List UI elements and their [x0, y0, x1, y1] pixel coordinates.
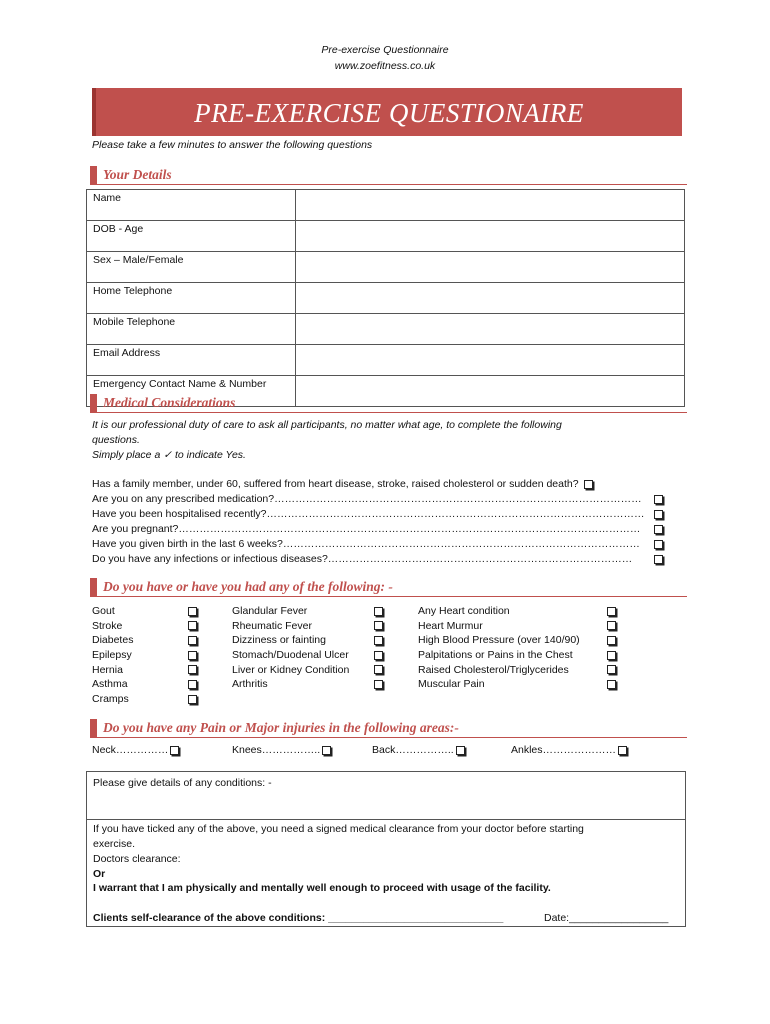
pain-area-label: Ankles………………… [511, 744, 617, 756]
or-label: Or [93, 868, 106, 880]
conditions-column-3 [418, 604, 580, 692]
condition-checkbox[interactable] [188, 695, 197, 704]
condition-checkbox[interactable] [188, 680, 197, 689]
condition-label: Asthma [92, 678, 128, 691]
question-row [92, 478, 593, 490]
date-field[interactable]: Date:_________________ [544, 912, 669, 924]
section-conditions [90, 578, 687, 597]
table-row [87, 345, 685, 376]
clearance-text: If you have ticked any of the above, you need a signed medical clearance from your doctor before starting [93, 823, 584, 835]
table-row [87, 283, 685, 314]
condition-label: Gout [92, 605, 115, 617]
question-row [92, 508, 662, 520]
condition-checkbox[interactable] [188, 665, 197, 674]
condition-label: Hernia [92, 663, 123, 676]
condition-checkbox[interactable] [188, 651, 197, 660]
home-telephone-field[interactable] [296, 283, 685, 314]
condition-label: Rheumatic Fever [232, 619, 312, 632]
field-label: Name [87, 190, 296, 221]
field-label: Emergency Contact Name & Number [87, 376, 296, 407]
conditions-checkboxes-2 [372, 604, 383, 692]
question-text: Do you have any infections or infectious diseases?…………………………………………………………………………… [92, 553, 633, 565]
condition-label: Liver or Kidney Condition [232, 663, 350, 676]
table-row [87, 314, 685, 345]
box-divider [87, 819, 685, 820]
question-checkbox[interactable] [654, 525, 663, 534]
conditions-column-1 [92, 604, 133, 707]
question-row [92, 523, 662, 535]
sex-field[interactable] [296, 252, 685, 283]
name-field[interactable] [296, 190, 685, 221]
question-checkbox[interactable] [584, 480, 593, 489]
condition-label: Arthritis [232, 678, 268, 691]
condition-checkbox[interactable] [374, 665, 383, 674]
condition-checkbox[interactable] [374, 607, 383, 616]
condition-label: Glandular Fever [232, 605, 308, 617]
dob-age-field[interactable] [296, 221, 685, 252]
question-checkbox[interactable] [654, 555, 663, 564]
condition-label: Dizziness or fainting [232, 634, 326, 647]
section-heading: Your Details [103, 167, 172, 182]
medical-note: questions. [92, 434, 140, 446]
question-checkbox[interactable] [654, 495, 663, 504]
condition-label: Any Heart condition [418, 605, 510, 617]
condition-label: Epilepsy [92, 649, 132, 662]
header-line-1: Pre-exercise Questionnaire [321, 44, 449, 56]
condition-checkbox[interactable] [374, 621, 383, 630]
question-text: Have you given birth in the last 6 weeks?………………………………………………………………………………………… [92, 538, 640, 550]
title-banner [92, 88, 682, 136]
condition-label: Cramps [92, 693, 129, 706]
medical-instruction [92, 449, 246, 461]
header-website: www.zoefitness.co.uk [334, 60, 436, 72]
condition-checkbox[interactable] [374, 651, 383, 660]
pain-area-ankles [511, 744, 627, 756]
question-checkbox[interactable] [654, 510, 663, 519]
field-label: Sex – Male/Female [87, 252, 296, 283]
warrant-statement: I warrant that I am physically and mentally well enough to proceed with usage of the facility. [93, 882, 551, 894]
pain-checkbox[interactable] [618, 746, 627, 755]
condition-label: Palpitations or Pains in the Chest [418, 649, 573, 662]
table-row [87, 190, 685, 221]
condition-label: Stroke [92, 619, 123, 632]
table-row [87, 221, 685, 252]
field-label: DOB - Age [87, 221, 296, 252]
condition-checkbox[interactable] [374, 636, 383, 645]
email-field[interactable] [296, 345, 685, 376]
field-label: Mobile Telephone [87, 314, 296, 345]
question-row [92, 538, 662, 550]
section-pain [90, 719, 687, 738]
condition-checkbox[interactable] [607, 680, 616, 689]
mobile-telephone-field[interactable] [296, 314, 685, 345]
tick-icon: ✓ [163, 449, 173, 461]
question-row [92, 493, 662, 505]
condition-checkbox[interactable] [188, 607, 197, 616]
section-heading: Medical Considerations [103, 395, 236, 410]
condition-checkbox[interactable] [188, 621, 197, 630]
pain-area-label: Neck…………… [92, 744, 169, 756]
clearance-box [86, 771, 686, 927]
self-clearance-signature[interactable]: Clients self-clearance of the above conditions: ______________________________ [93, 912, 504, 924]
conditions-column-2 [232, 604, 349, 692]
pain-area-knees [232, 744, 331, 756]
instruction-text: Simply place a [92, 449, 161, 461]
pain-area-label: Knees…………….. [232, 744, 321, 756]
pain-checkbox[interactable] [456, 746, 465, 755]
conditions-checkboxes-1 [186, 604, 197, 707]
medical-note: It is our professional duty of care to ask all participants, no matter what age, to complete the following [92, 419, 562, 431]
section-heading: Do you have any Pain or Major injuries in the following areas:- [103, 720, 459, 735]
condition-label: Diabetes [92, 634, 134, 647]
condition-label: High Blood Pressure (over 140/90) [418, 634, 580, 647]
condition-label: Raised Cholesterol/Triglycerides [418, 663, 569, 676]
details-table [86, 189, 685, 407]
pain-checkbox[interactable] [170, 746, 179, 755]
condition-checkbox[interactable] [607, 621, 616, 630]
condition-checkbox[interactable] [607, 651, 616, 660]
field-label: Email Address [87, 345, 296, 376]
details-prompt: Please give details of any conditions: - [93, 777, 272, 789]
section-heading: Do you have or have you had any of the following: - [103, 579, 393, 594]
page-title: PRE-EXERCISE QUESTIONAIRE [194, 98, 584, 128]
conditions-checkboxes-3 [605, 604, 616, 692]
intro-text: Please take a few minutes to answer the following questions [92, 139, 373, 151]
pain-checkbox[interactable] [322, 746, 331, 755]
section-medical [90, 394, 687, 413]
pain-area-neck [92, 744, 179, 756]
question-text: Have you been hospitalised recently?……………………………………………………………………………………………… [92, 508, 645, 520]
doctors-clearance-label: Doctors clearance: [93, 853, 181, 865]
condition-checkbox[interactable] [188, 636, 197, 645]
condition-checkbox[interactable] [607, 665, 616, 674]
section-your-details [90, 166, 687, 185]
question-row [92, 553, 662, 565]
condition-checkbox[interactable] [607, 607, 616, 616]
pain-area-label: Back…………….. [372, 744, 454, 756]
clearance-text: exercise. [93, 838, 136, 850]
condition-label: Stomach/Duodenal Ulcer [232, 649, 349, 662]
question-text: Are you pregnant?…………………………………………………………………………………………………………………… [92, 523, 641, 535]
condition-label: Muscular Pain [418, 678, 485, 691]
condition-label: Heart Murmur [418, 619, 483, 632]
condition-checkbox[interactable] [374, 680, 383, 689]
question-text: Are you on any prescribed medication?…………………………………………………………………………………………… [92, 493, 642, 505]
question-checkbox[interactable] [654, 540, 663, 549]
question-text: Has a family member, under 60, suffered from heart disease, stroke, raised cholesterol or sudden death? [92, 478, 579, 490]
instruction-text: to indicate Yes. [174, 449, 246, 461]
condition-checkbox[interactable] [607, 636, 616, 645]
pain-area-back [372, 744, 465, 756]
field-label: Home Telephone [87, 283, 296, 314]
table-row [87, 252, 685, 283]
